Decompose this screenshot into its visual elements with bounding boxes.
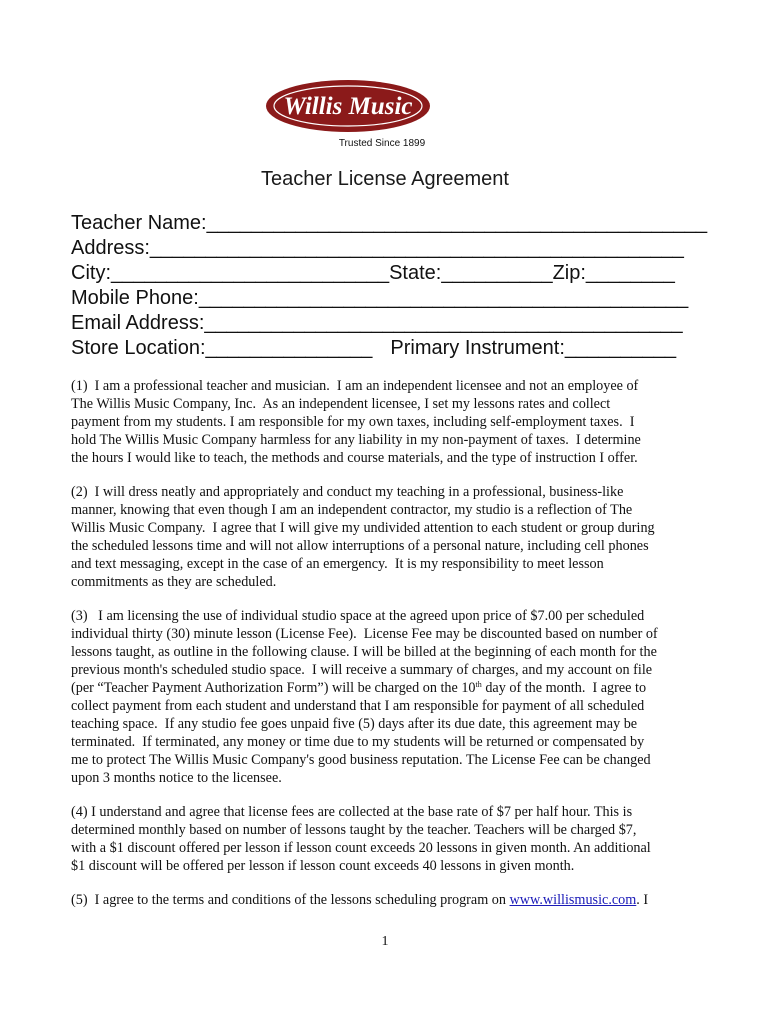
paragraph-line: The Willis Music Company, Inc. As an independent licensee, I set my lessons rates and collect <box>71 396 611 412</box>
paragraph-line: and text messaging, except in the case of an emergency. It is my responsibility to meet lesson <box>71 556 604 572</box>
paragraph-2 <box>71 483 699 591</box>
paragraph-line: (3) I am licensing the use of individual studio space at the agreed upon price of $7.00 per scheduled <box>71 608 645 624</box>
paragraph-line: collect payment from each student and understand that I am responsible for payment of all scheduled <box>71 698 645 714</box>
paragraph-1 <box>71 377 699 467</box>
paragraph-line: (2) I will dress neatly and appropriately and conduct my teaching in a professional, business-like <box>71 484 624 500</box>
paragraph-line: payment from my students. I am responsible for my own taxes, including self-employment taxes. I <box>71 414 635 430</box>
paragraph-line: commitments as they are scheduled. <box>71 574 277 590</box>
text-run: (per “Teacher Payment Authorization Form”) will be charged on the 10 <box>71 680 476 696</box>
text-run: . I <box>636 892 649 908</box>
email-address-field[interactable]: Email Address:___________________________________________ <box>71 312 683 334</box>
paragraph-line <box>71 679 699 697</box>
paragraph-line: previous month's scheduled studio space. I will receive a summary of charges, and my account on file <box>71 662 653 678</box>
address-field[interactable]: Address:________________________________________________ <box>71 237 684 259</box>
document-title: Teacher License Agreement <box>261 168 509 190</box>
paragraph-line: the scheduled lessons time and will not allow interruptions of a personal nature, including cell phones <box>71 538 649 554</box>
logo-wordmark: Willis Music <box>283 93 413 120</box>
page-number: 1 <box>381 934 389 949</box>
paragraph-line: the hours I would like to teach, the methods and course materials, and the type of instruction I offer. <box>71 450 638 466</box>
willis-music-website-link[interactable]: www.willismusic.com <box>509 892 637 908</box>
paragraph-line: $1 discount will be offered per lesson if lesson count exceeds 40 lessons in given month. <box>71 858 575 874</box>
paragraph-line <box>71 891 699 909</box>
paragraph-line: manner, knowing that even though I am an independent contractor, my studio is a reflection of The <box>71 502 633 518</box>
paragraph-line: Willis Music Company. I agree that I will give my undivided attention to each student or group during <box>71 520 655 536</box>
paragraph-5 <box>71 891 699 909</box>
primary-instrument-field[interactable]: Primary Instrument:__________ <box>390 337 677 359</box>
paragraph-line: with a $1 discount offered per lesson if lesson count exceeds 20 lessons in given month. An additional <box>71 840 651 856</box>
store-location-field[interactable]: Store Location:_______________ <box>71 337 373 359</box>
paragraph-4 <box>71 803 699 875</box>
agreement-body <box>71 377 699 925</box>
paragraph-line: hold The Willis Music Company harmless for any liability in my non-payment of taxes. I determine <box>71 432 641 448</box>
city-state-zip-field[interactable]: City:_________________________State:__________Zip:________ <box>71 262 675 284</box>
paragraph-line: (4) I understand and agree that license fees are collected at the base rate of $7 per half hour. This is <box>71 804 633 820</box>
paragraph-line: determined monthly based on number of lessons taught by the teacher. Teachers will be charged $7, <box>71 822 637 838</box>
paragraph-line: me to protect The Willis Music Company's good business reputation. The License Fee can be changed <box>71 752 651 768</box>
paragraph-3 <box>71 607 699 787</box>
willis-music-logo <box>264 76 444 152</box>
teacher-info-fields <box>71 211 711 361</box>
ordinal-suffix: th <box>475 680 482 689</box>
store-instrument-row <box>71 336 711 361</box>
text-run: (5) I agree to the terms and conditions of the lessons scheduling program on <box>71 892 510 908</box>
mobile-phone-field[interactable]: Mobile Phone:____________________________________________ <box>71 287 689 309</box>
paragraph-line: (1) I am a professional teacher and musician. I am an independent licensee and not an employee of <box>71 378 639 394</box>
paragraph-line: upon 3 months notice to the licensee. <box>71 770 282 786</box>
logo-tagline: Trusted Since 1899 <box>338 138 426 149</box>
paragraph-line: individual thirty (30) minute lesson (License Fee). License Fee may be discounted based on number of <box>71 626 658 642</box>
text-run: day of the month. I agree to <box>481 680 647 696</box>
teacher-name-field[interactable]: Teacher Name:_____________________________________________ <box>71 212 708 234</box>
paragraph-line: terminated. If terminated, any money or time due to my students will be returned or compensated by <box>71 734 645 750</box>
paragraph-line: teaching space. If any studio fee goes unpaid five (5) days after its due date, this agreement may be <box>71 716 638 732</box>
paragraph-line: lessons taught, as outline in the following clause. I will be billed at the beginning of each month for the <box>71 644 657 660</box>
